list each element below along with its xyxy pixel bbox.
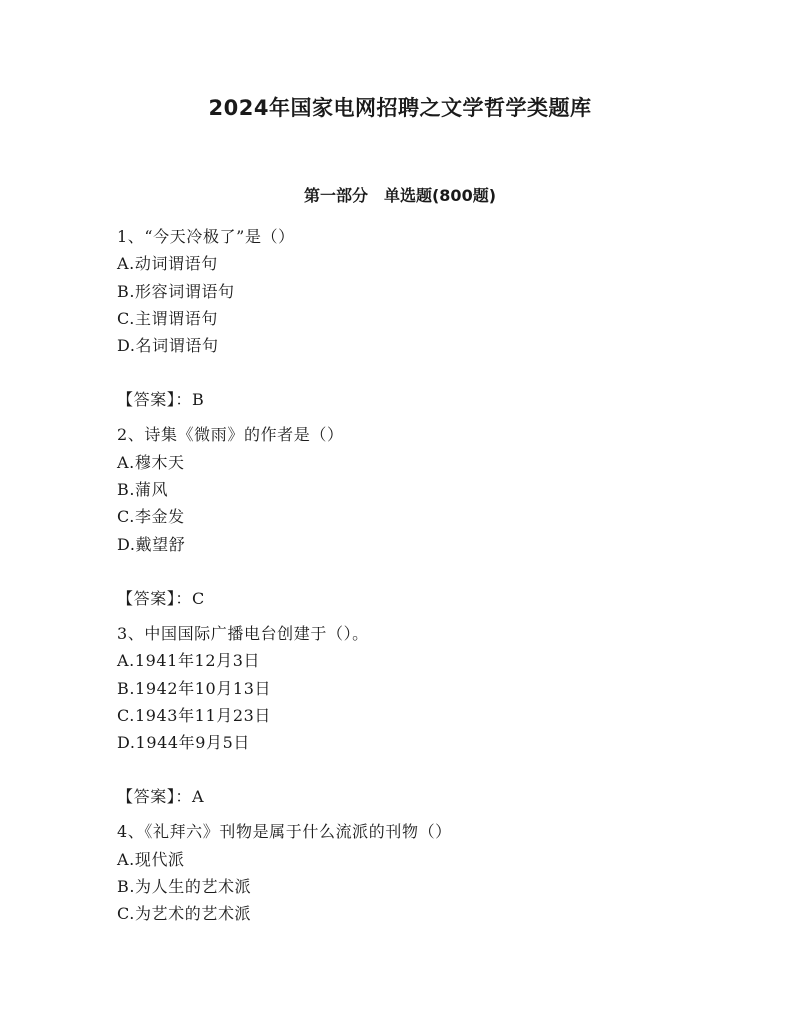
option-d: D.名词谓语句 (117, 336, 219, 356)
option-a: A.穆木天 (117, 452, 185, 472)
question-stem: 2、诗集《微雨》的作者是（） (117, 425, 344, 445)
document-title: 2024年国家电网招聘之文学哲学类题库 (208, 96, 592, 120)
option-d: D.戴望舒 (117, 534, 186, 554)
option-b: B.蒲风 (117, 480, 169, 500)
option-a: A.动词谓语句 (117, 254, 218, 274)
option-d: D.1944年9月5日 (117, 733, 251, 753)
section-title: 第一部分 单选题(800题) (303, 186, 497, 205)
answer-line (117, 386, 717, 413)
option-a: A.现代派 (117, 849, 185, 869)
option-b: B.1942年10月13日 (117, 678, 272, 698)
question-list (117, 223, 717, 928)
option-c: C.为艺术的艺术派 (117, 904, 252, 924)
answer-line (117, 783, 717, 810)
option-b: B.形容词谓语句 (117, 281, 235, 301)
answer-value: B (192, 390, 205, 410)
option-c: C.李金发 (117, 507, 185, 527)
answer-label: 【答案】： (117, 787, 193, 807)
answer-value: C (192, 588, 205, 608)
answer-line (117, 585, 717, 612)
option-c: C.1943年11月23日 (117, 705, 271, 725)
question-1 (117, 223, 717, 413)
question-stem: 3、中国国际广播电台创建于（）。 (117, 623, 369, 643)
answer-label: 【答案】： (117, 588, 193, 608)
question-2 (117, 421, 717, 611)
question-3 (117, 620, 717, 810)
option-a: A.1941年12月3日 (117, 651, 261, 671)
option-b: B.为人生的艺术派 (117, 877, 252, 897)
answer-label: 【答案】： (117, 390, 193, 410)
option-c: C.主谓谓语句 (117, 308, 218, 328)
question-stem: 4、《礼拜六》刊物是属于什么流派的刊物（） (117, 822, 452, 842)
question-4 (117, 818, 717, 927)
answer-value: A (192, 787, 205, 807)
question-stem: 1、“今天冷极了”是（） (117, 227, 295, 246)
